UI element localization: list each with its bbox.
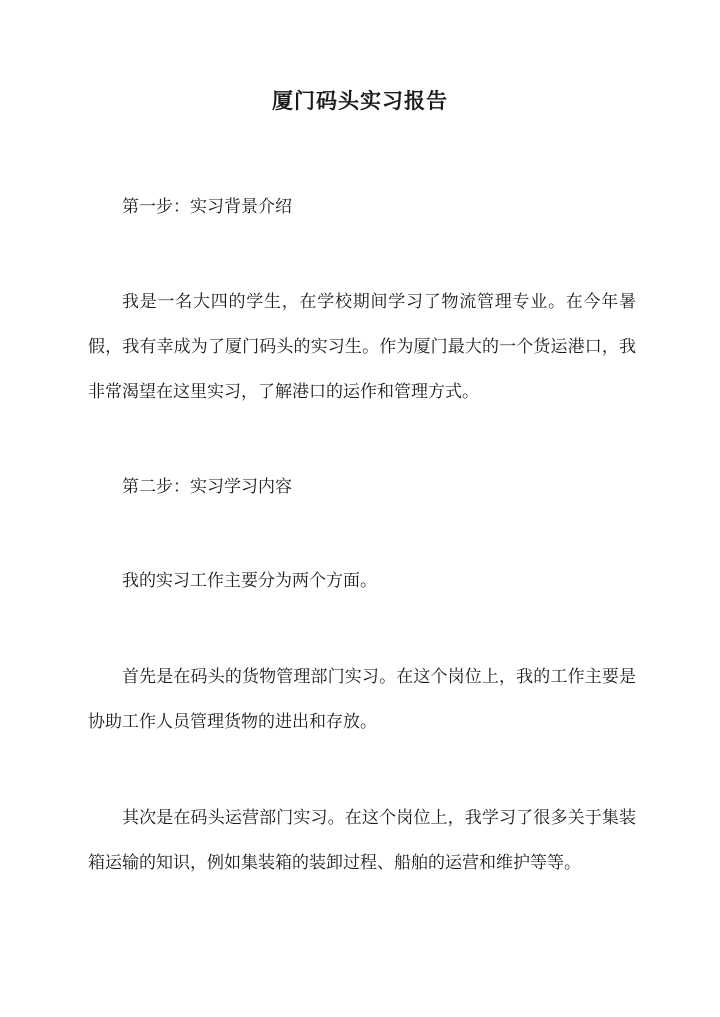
step2-intro-paragraph: 我的实习工作主要分为两个方面。 [122, 571, 377, 591]
step1-paragraph: 我是一名大四的学生，在学校期间学习了物流管理专业。在今年暑假，我有幸成为了厦门码头的实习生。作为厦门最大的一个货运港口，我非常渴望在这里实习，了解港口的运作和管理方式。 [88, 292, 636, 402]
document-title: 厦门码头实习报告 [272, 88, 448, 113]
step1-heading: 第一步：实习背景介绍 [122, 197, 292, 217]
step2-heading: 第二步：实习学习内容 [122, 477, 292, 497]
step2-second-paragraph: 其次是在码头运营部门实习。在这个岗位上，我学习了很多关于集装箱运输的知识，例如集装箱的装卸过程、船舶的运营和维护等等。 [88, 808, 636, 873]
step2-first-paragraph: 首先是在码头的货物管理部门实习。在这个岗位上，我的工作主要是协助工作人员管理货物的进出和存放。 [88, 667, 636, 732]
